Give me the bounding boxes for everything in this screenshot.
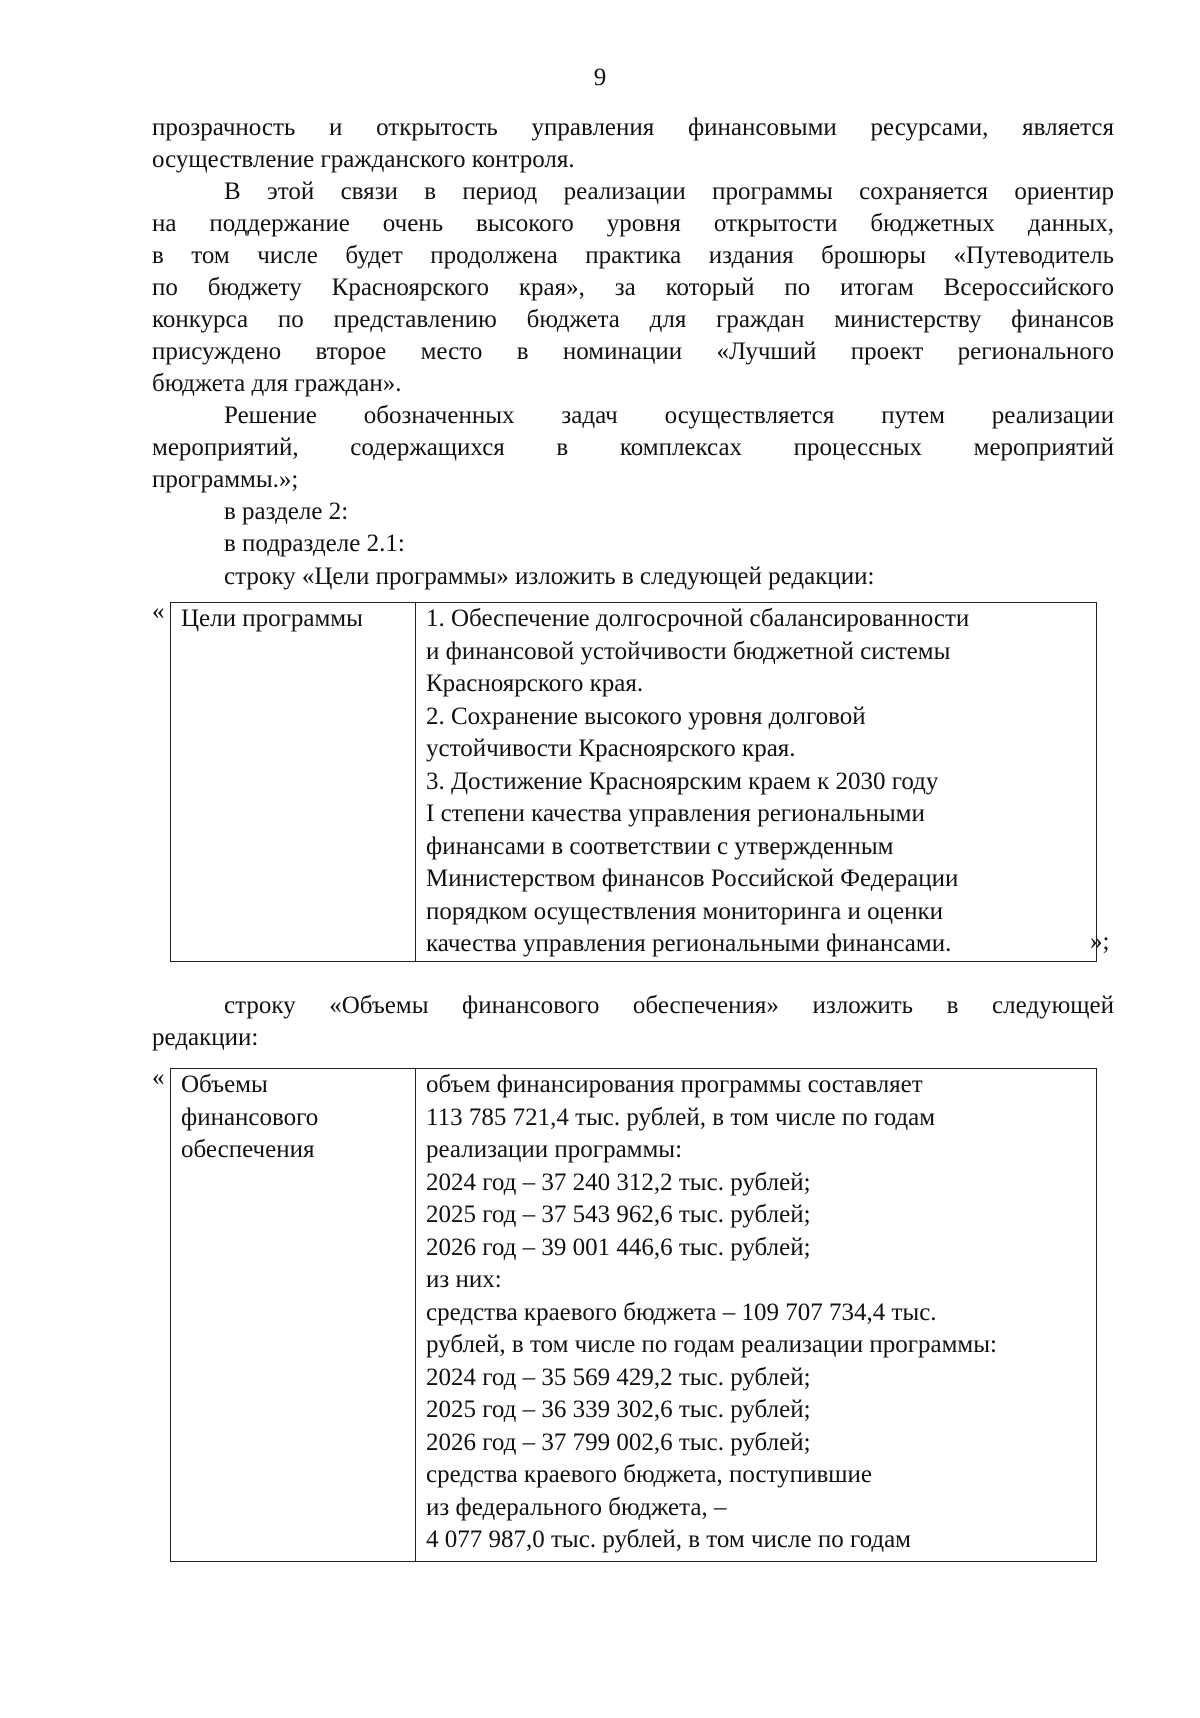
goals-intro: строку «Цели программы» изложить в следующей редакции:: [224, 563, 875, 590]
text-line: по бюджету Красноярского края», за который по итогам Всероссийского: [152, 274, 1114, 301]
funding-line: рублей, в том числе по годам реализации программы:: [426, 1331, 997, 1358]
text-line: осуществление гражданского контроля.: [152, 146, 575, 173]
goal-line: I степени качества управления региональными: [426, 800, 925, 827]
text-line: бюджета для граждан».: [152, 370, 402, 397]
funding-line: средства краевого бюджета – 109 707 734,4 тыс.: [426, 1298, 937, 1326]
goal-line: порядком осуществления мониторинга и оценки: [426, 897, 944, 925]
funding-label-line: финансового: [181, 1103, 319, 1131]
goal-line: финансами в соответствии с утвержденным: [426, 832, 894, 860]
funding-line: 2026 год – 39 001 446,6 тыс. рублей;: [426, 1233, 811, 1261]
funding-label-cell: [171, 1069, 416, 1562]
text-line: на поддержание очень высокого уровня открытости бюджетных данных,: [152, 210, 1114, 237]
text-line: прозрачность и открытость управления финансовыми ресурсами, является: [152, 114, 1114, 141]
funding-line: 2026 год – 37 799 002,6 тыс. рублей;: [426, 1428, 811, 1456]
funding-line: 2024 год – 35 569 429,2 тыс. рублей;: [426, 1363, 811, 1391]
open-quote: «: [152, 1064, 165, 1091]
funding-line: реализации программы:: [426, 1136, 683, 1163]
funding-line: 4 077 987,0 тыс. рублей, в том числе по годам: [426, 1526, 911, 1553]
text-line: конкурса по представлению бюджета для граждан министерству финансов: [152, 306, 1114, 333]
goal-line: Красноярского края.: [426, 670, 644, 697]
funding-value-cell: [416, 1069, 1097, 1562]
goals-table: [170, 602, 1097, 962]
text-line: Решение обозначенных задач осуществляется путем реализации: [224, 402, 1114, 429]
text-line: в том числе будет продолжена практика издания брошюры «Путеводитель: [152, 242, 1114, 269]
page-number: 9: [593, 64, 607, 91]
funding-line: из федерального бюджета, –: [426, 1493, 727, 1521]
funding-intro-cont: редакции:: [152, 1024, 259, 1051]
goals-label: Цели программы: [181, 605, 363, 632]
goal-line: 2. Сохранение высокого уровня долговой: [426, 702, 866, 730]
funding-line: из них:: [426, 1266, 502, 1293]
goals-label-cell: [171, 603, 416, 962]
funding-table: [170, 1068, 1097, 1562]
text-line: мероприятий, содержащихся в комплексах процессных мероприятий: [152, 434, 1114, 461]
funding-line: объем финансирования программы составляет: [426, 1071, 923, 1098]
goal-line: устойчивости Красноярского края.: [426, 735, 796, 762]
section-reference: в разделе 2:: [224, 498, 349, 525]
goal-line: и финансовой устойчивости бюджетной системы: [426, 637, 951, 665]
text-line: В этой связи в период реализации программы сохраняется ориентир: [224, 178, 1114, 205]
funding-label-line: Объемы: [181, 1071, 268, 1098]
goal-line: Министерством финансов Российской Федерации: [426, 865, 959, 892]
goal-line: качества управления региональными финансами.: [426, 930, 952, 957]
open-quote: «: [152, 598, 165, 625]
text-line: программы.»;: [152, 466, 299, 493]
funding-intro: строку «Объемы финансового обеспечения» изложить в следующей: [224, 992, 1114, 1019]
close-quote: »;: [1090, 928, 1110, 955]
funding-line: 2024 год – 37 240 312,2 тыс. рублей;: [426, 1168, 811, 1196]
funding-line: 113 785 721,4 тыс. рублей, в том числе по годам: [426, 1103, 936, 1131]
subsection-reference: в подразделе 2.1:: [224, 530, 405, 557]
funding-line: 2025 год – 37 543 962,6 тыс. рублей;: [426, 1201, 811, 1228]
table-row: [171, 603, 1097, 962]
funding-line: 2025 год – 36 339 302,6 тыс. рублей;: [426, 1396, 811, 1423]
goals-value-cell: [416, 603, 1097, 962]
table-row: [171, 1069, 1097, 1562]
goal-line: 3. Достижение Красноярским краем к 2030 году: [426, 767, 939, 795]
funding-label-line: обеспечения: [181, 1136, 315, 1163]
goal-line: 1. Обеспечение долгосрочной сбалансированности: [426, 605, 970, 632]
text-line: присуждено второе место в номинации «Лучший проект регионального: [152, 338, 1114, 365]
funding-line: средства краевого бюджета, поступившие: [426, 1461, 872, 1488]
